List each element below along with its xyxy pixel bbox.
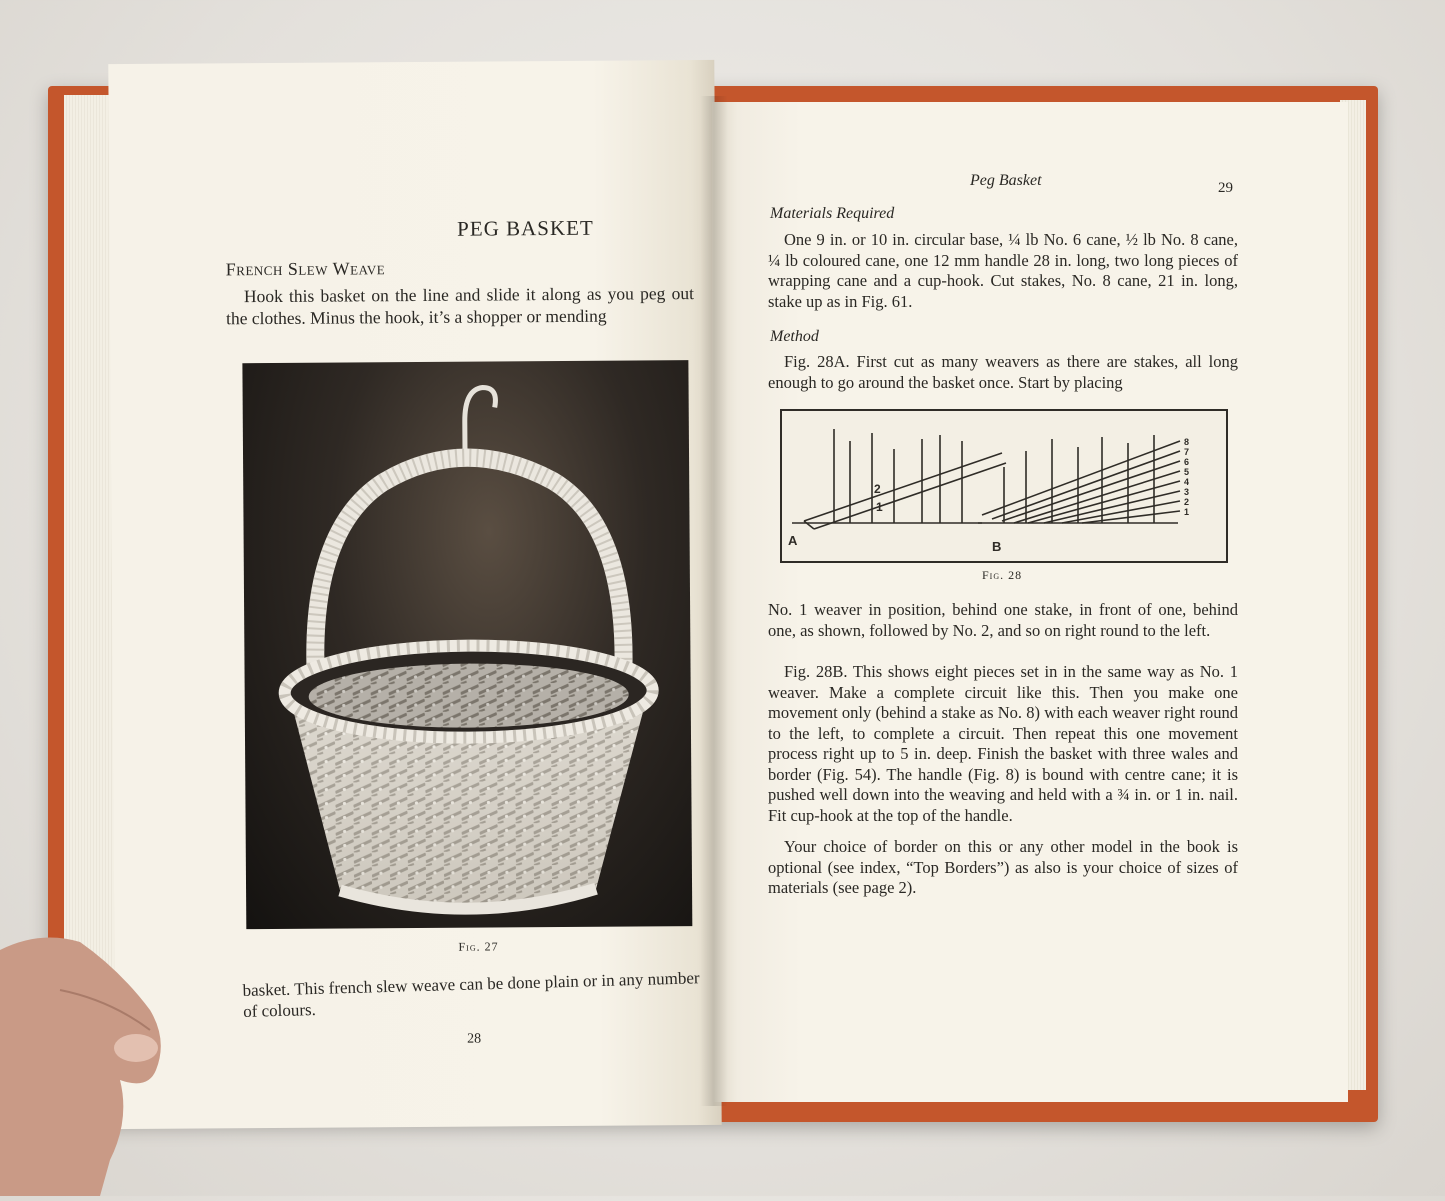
diagram-a-number-2: 2 <box>874 482 881 496</box>
diagram-b-number-5: 5 <box>1184 467 1190 477</box>
diagram-caption: Fig. 28 <box>982 568 1023 582</box>
book-gutter <box>700 96 728 1106</box>
method-paragraph-1: Fig. 28A. First cut as many weavers as there are stakes, all long enough to go around the basket once. Start by placing <box>768 352 1238 392</box>
basket-photo <box>242 360 692 929</box>
diagram-label-b: B <box>992 539 1002 554</box>
page-title: PEG BASKET <box>457 215 594 241</box>
diagram-b-number-2: 2 <box>1184 497 1190 507</box>
diagram-b-number-4: 4 <box>1184 477 1190 487</box>
left-page <box>108 60 721 1129</box>
page-number-left: 28 <box>467 1031 482 1047</box>
diagram-b-number-3: 3 <box>1184 487 1190 497</box>
right-page <box>712 102 1348 1102</box>
diagram-a-number-1: 1 <box>876 500 883 514</box>
hand <box>0 930 170 1196</box>
diagram-b-number-1: 1 <box>1184 507 1190 517</box>
photo-caption: Fig. 27 <box>458 939 499 954</box>
section-subtitle: French Slew Weave <box>225 258 386 280</box>
running-head: Peg Basket <box>970 172 1042 189</box>
materials-heading: Materials Required <box>770 205 895 222</box>
weaving-diagram <box>780 409 1228 563</box>
diagram-b-number-6: 6 <box>1184 457 1190 467</box>
method-paragraph-2: No. 1 weaver in position, behind one stake, in front of one, behind one, as shown, followed by No. 2, and so on right round to the left. <box>768 600 1238 640</box>
basket-illustration <box>242 360 692 929</box>
page-number-right: 29 <box>1218 180 1233 196</box>
diagram-label-a: A <box>788 533 798 548</box>
outro-paragraph: basket. This french slew weave can be done plain or in any number of colours. <box>242 968 700 1022</box>
method-paragraph-3: Fig. 28B. This shows eight pieces set in in the same way as No. 1 weaver. Make a complete circuit like this. Then you make one movement only (behind a stake as No. 8) with each weaver right round to the left, to complete a circuit. Then repeat this one movement process right up to 5 in. deep. Finish the basket with three wales and border (Fig. 54). The handle (Fig. 8) is bound with centre cane; it is pushed well down into the weaving and held with a ¾ in. or 1 in. nail. Fit cup-hook at the top of the handle. <box>768 662 1238 825</box>
diagram-b-number-7: 7 <box>1184 447 1190 457</box>
method-paragraph-4: Your choice of border on this or any other model in the book is optional (see index, “Top Borders”) as also is your choice of sizes of materials (see page 2). <box>768 837 1238 897</box>
materials-paragraph: One 9 in. or 10 in. circular base, ¼ lb No. 6 cane, ½ lb No. 8 cane, ¼ lb coloured cane, one 12 mm handle 28 in. long, two long pieces of wrapping cane and a cup-hook. Cut stakes, No. 8 cane, 21 in. long, stake up as in Fig. 61. <box>768 230 1238 311</box>
diagram-b-number-8: 8 <box>1184 437 1190 447</box>
intro-paragraph: Hook this basket on the line and slide it along as you peg out the clothes. Minus the hook, it’s a shopper or mending <box>225 283 694 329</box>
method-heading: Method <box>770 328 819 345</box>
